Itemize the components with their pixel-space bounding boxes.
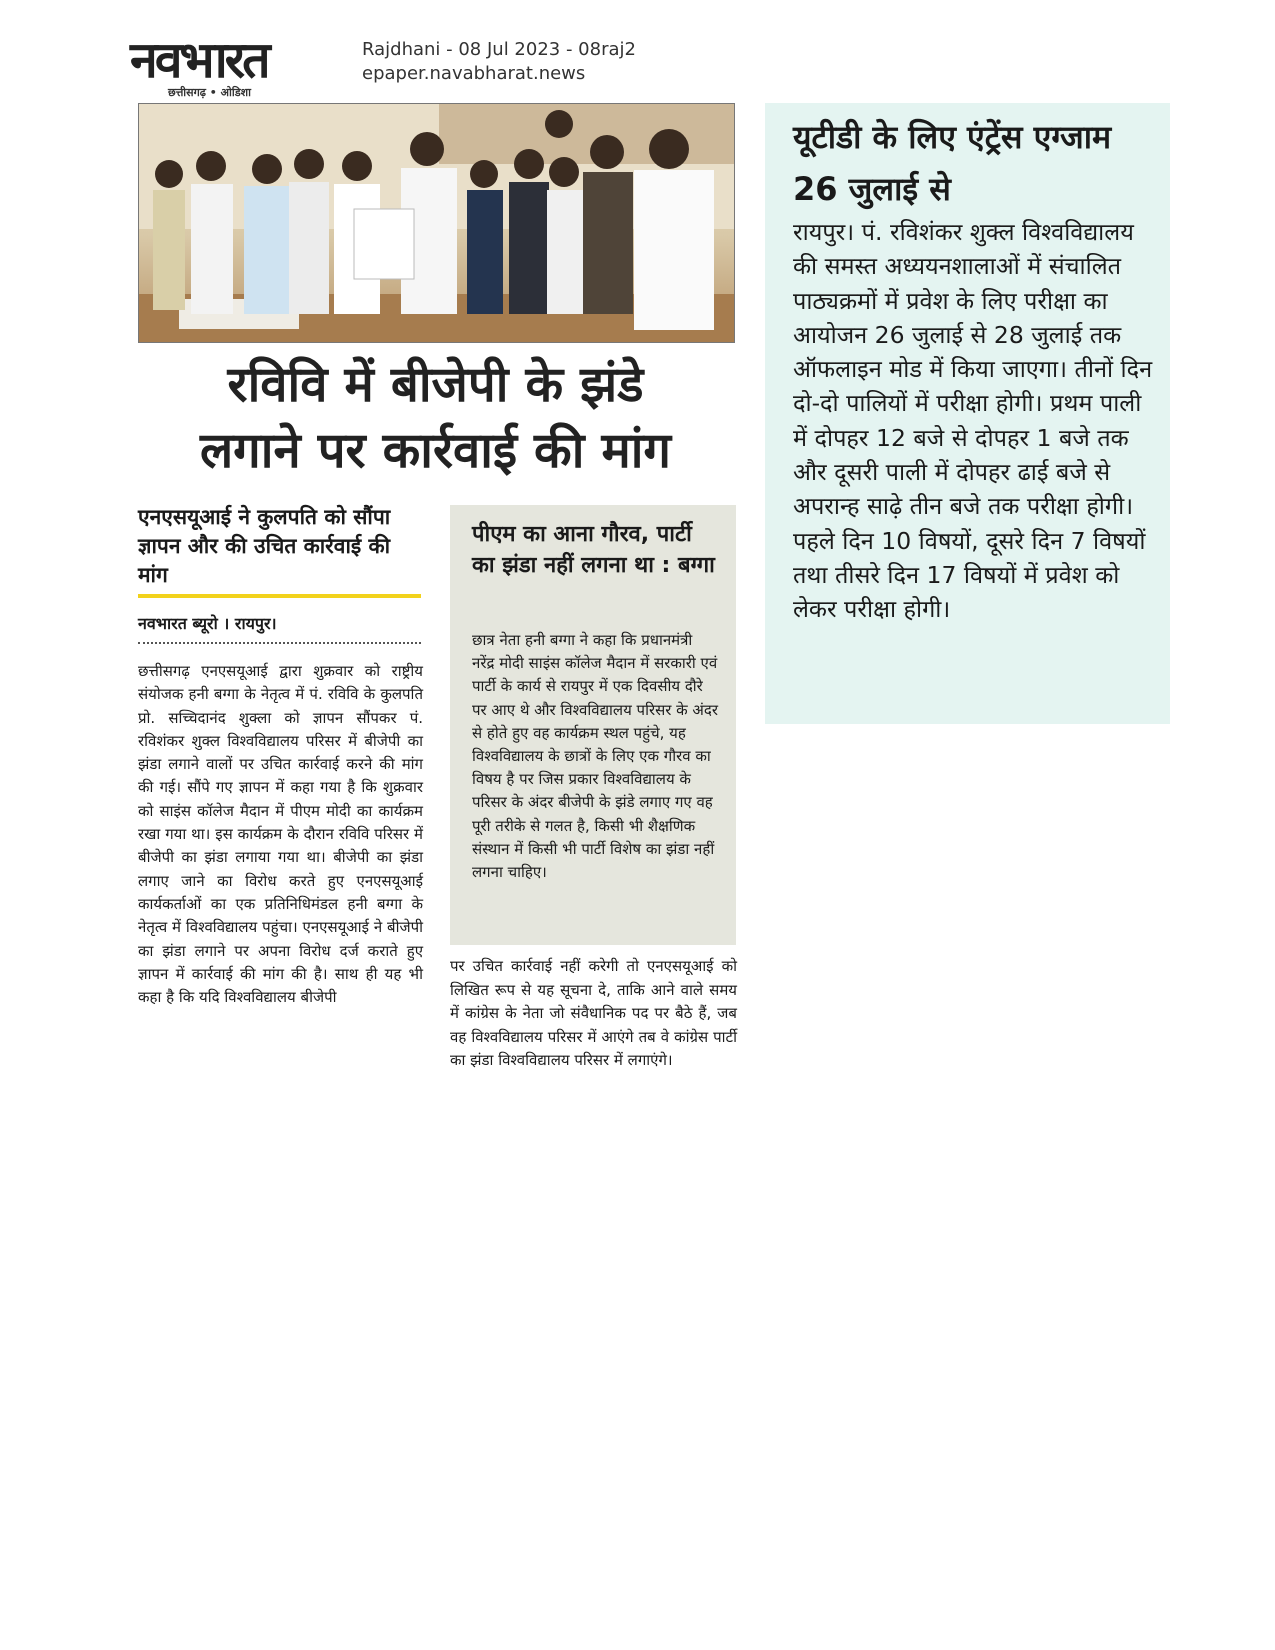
sidebar-body: छात्र नेता हनी बग्गा ने कहा कि प्रधानमंत्री नरेंद्र मोदी साइंस कॉलेज मैदान में सरकारी एवं पार्टी के कार्य से रायपुर में एक दिवसीय दौरे पर आए थे और विश्वविद्यालय परिसर के अंदर से होते हुए वह कार्यक्रम स्थल पहुंचे, यह विश्वविद्यालय के छात्रों के लिए एक गौरव का विषय है पर जिस प्रकार विश्वविद्यालय के परिसर के अंदर बीजेपी के झंडे लगाए गए वह पूरी तरीके से गलत है, किसी भी शैक्षणिक संस्थान में किसी भी पार्टी विशेष का झंडा नहीं लगना चाहिए। <box>472 631 718 882</box>
news-photo <box>138 103 735 343</box>
article-body-column-1: छत्तीसगढ़ एनएसयूआई द्वारा शुक्रवार को राष्ट्रीय संयोजक हनी बग्गा के नेतृत्व में पं. रविवि के कुलपति प्रो. सच्चिदानंद शुक्ला को ज्ञापन सौंपकर पं. रविशंकर शुक्ल विश्वविद्यालय परिसर में बीजेपी का झंडा लगाने वालों पर उचित कार्रवाई करने की मांग की गई। सौंपे गए ज्ञापन में कहा गया है कि शुक्रवार को साइंस कॉलेज मैदान में पीएम मोदी का कार्यक्रम रखा गया था। इस कार्यक्रम के दौरान रविवि परिसर में बीजेपी का झंडा लगाया गया था। बीजेपी का झंडा लगाए जाने का विरोध करते हुए एनएसयूआई कार्यकर्ताओं का एक प्रतिनिधिमंडल हनी बग्गा के नेतृत्व में विश्वविद्यालय पहुंचा। एनएसयूआई ने बीजेपी का झंडा लगाने पर अपना विरोध दर्ज कराते हुए ज्ञापन में कार्रवाई की मांग की है। साथ ही यह भी कहा है कि यदि विश्वविद्यालय बीजेपी <box>138 662 423 1007</box>
headline-line-1: रविवि में बीजेपी के झंडे <box>227 356 644 413</box>
dotted-divider <box>138 642 421 644</box>
yellow-divider <box>138 594 421 598</box>
edition-info <box>362 38 636 86</box>
logo-subtitle: छत्तीसगढ़ • ओडिशा <box>168 86 251 99</box>
right-story-title: यूटीडी के लिए एंट्रेंस एग्जाम 26 जुलाई से <box>793 118 1112 208</box>
newspaper-logo: नवभारत <box>130 31 268 89</box>
sidebar-box <box>450 505 736 945</box>
main-headline <box>138 352 733 484</box>
group-photo-illustration <box>139 104 734 342</box>
masthead <box>130 31 350 100</box>
headline-line-2: लगाने पर कार्रवाई की मांग <box>199 422 672 479</box>
byline: नवभारत ब्यूरो । रायपुर। <box>138 614 277 633</box>
right-story-box <box>765 103 1170 724</box>
article-body-column-2: पर उचित कार्रवाई नहीं करेगी तो एनएसयूआई को लिखित रूप से यह सूचना दे, ताकि आने वाले समय में कांग्रेस के नेता जो संवैधानिक पद पर बैठे हैं, जब वह विश्वविद्यालय परिसर में आएंगे तब वे कांग्रेस पार्टी का झंडा विश्वविद्यालय परिसर में लगाएंगे। <box>450 957 737 1069</box>
sidebar-title: पीएम का आना गौरव, पार्टी का झंडा नहीं लगना था : बग्गा <box>472 522 715 578</box>
site-link: epaper.navabharat.news <box>362 63 586 84</box>
right-story-body: रायपुर। पं. रविशंकर शुक्ल विश्वविद्यालय की समस्त अध्ययनशालाओं में संचालित पाठ्यक्रमों में प्रवेश के लिए परीक्षा का आयोजन 26 जुलाई से 28 जुलाई तक ऑफलाइन मोड में किया जाएगा। तीनों दिन दो-दो पालियों में परीक्षा होगी। प्रथम पाली में दोपहर 12 बजे से दोपहर 1 बजे तक और दूसरी पाली में दोपहर ढाई बजे से अपरान्ह साढ़े तीन बजे तक परीक्षा होगी। पहले दिन 10 विषयों, दूसरे दिन 7 विषयों तथा तीसरे दिन 17 विषयों में प्रवेश को लेकर परीक्षा होगी। <box>793 218 1153 624</box>
sub-headline: एनएसयूआई ने कुलपति को सौंपा ज्ञापन और की उचित कार्रवाई की मांग <box>138 505 391 587</box>
edition-line: Rajdhani - 08 Jul 2023 - 08raj2 <box>362 39 636 60</box>
